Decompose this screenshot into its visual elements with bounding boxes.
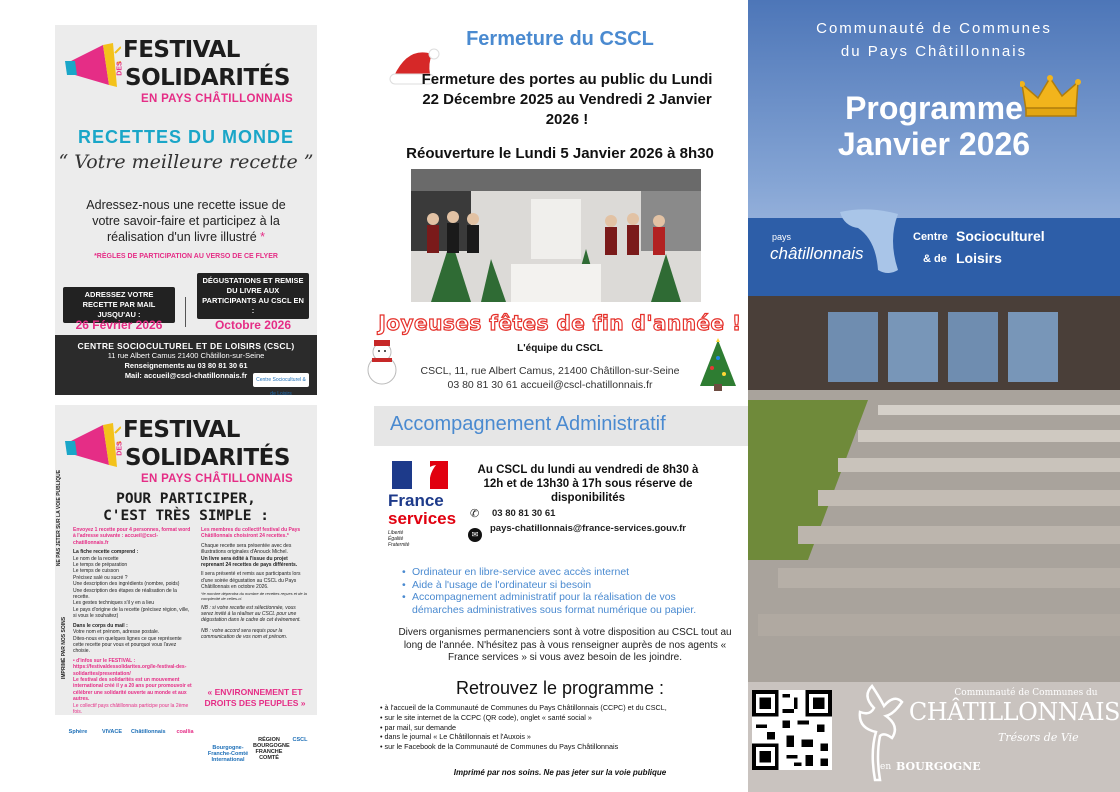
participer-title-line1: POUR PARTICIPER,	[116, 491, 256, 507]
right-p4: *le nombre dépendra du nombre de recettes reçues et de la complexité de celles-ci.	[201, 590, 307, 601]
list-item: • Ordinateur en libre-service avec accès internet	[402, 566, 722, 579]
cover-column	[748, 0, 1120, 792]
recettes-star: *	[260, 230, 266, 244]
partner-logos	[55, 715, 317, 770]
logo-en: en	[880, 762, 892, 772]
sign-loisirs: Loisirs	[956, 250, 1002, 266]
collectif-desc: Le collectif pays châtillonnais participe pour la 2ème fois.	[73, 702, 189, 715]
flyer-footer	[55, 335, 317, 395]
right-instructions	[201, 527, 307, 641]
recettes-body	[73, 197, 299, 245]
team-photo	[411, 169, 701, 302]
list-item: • par mail, sur demande	[380, 723, 740, 733]
logo-cc: Communauté de Communes du	[954, 688, 1098, 698]
right-nb2: NB : votre accord sera requis pour la communication de vos nom et prénom.	[201, 627, 288, 641]
cscl-contact[interactable]: 03 80 81 30 61 accueil@cscl-chatillonnais.fr	[447, 379, 653, 391]
participer-title-line2: C'EST TRÈS SIMPLE :	[103, 508, 269, 524]
recettes-body-text: Adressez-nous une recette issue de votre savoir-faire et participez à la réalisation d'un livre illustré	[86, 198, 286, 244]
fermeture-text: Fermeture des portes au public du Lundi 22 Décembre 2025 au Vendredi 2 Janvier 2026 !	[421, 71, 713, 128]
joyeuses-fetes: Joyeuses fêtes de fin d'année !	[378, 311, 742, 335]
janvier-title: Janvier 2026	[837, 126, 1031, 162]
solidarites-word: SOLIDARITÉS	[125, 445, 290, 471]
sign-centre: Centre	[913, 231, 948, 243]
info-column	[372, 0, 748, 792]
list-item: • Accompagnement administratif pour la réalisation de vos démarches administratives sous format numérique ou papier.	[402, 591, 722, 616]
imprime-note: Imprimé par nos soins. Ne pas jeter sur la voie publique	[453, 768, 667, 777]
tag-adressez: ADRESSEZ VOTRE RECETTE PAR MAIL JUSQU'AU :	[63, 287, 175, 323]
logo-bourgogne: BOURGOGNE	[896, 760, 981, 773]
crown-icon	[1020, 74, 1084, 122]
accomp-title: Accompagnement Administratif	[390, 413, 666, 435]
partner-logo: Sphère	[68, 729, 88, 735]
programme-title: Programme	[845, 90, 1023, 126]
fs-services: services	[388, 509, 457, 528]
logo-tresors: Trésors de Vie	[998, 731, 1079, 744]
right-p1: Chaque recette sera présentée avec des illustrations originales d'Anouck Michel.	[201, 542, 292, 556]
divider	[185, 297, 186, 327]
footer-phone: Renseignements au 03 80 81 30 61	[124, 361, 248, 370]
partner-logo: Bourgogne-Franche-Comté International	[207, 745, 249, 763]
theme-environnement: « ENVIRONNEMENT ET DROITS DES PEUPLES »	[204, 687, 306, 708]
cscl-address: CSCL, 11, rue Albert Camus, 21400 Châtillon-sur-Seine	[420, 365, 680, 377]
partner-logo: Châtillonnais	[131, 729, 166, 735]
equipe-cscl: L'équipe du CSCL	[517, 343, 603, 354]
christmas-tree-icon	[696, 338, 740, 392]
sign-pays: pays	[772, 232, 792, 242]
pays-word: EN PAYS CHÂTILLONNAIS	[141, 473, 293, 485]
footer-mail[interactable]: Mail: accueil@cscl-chatillonnais.fr	[124, 371, 248, 380]
side-text-bottom: IMPRIMÉ PAR NOS SOINS	[61, 616, 68, 680]
right-nb1: NB : si votre recette est sélectionnée, vous serez invité à la réaliser au CSCL pour une dégustation dans le cadre de cet événement.	[201, 604, 301, 624]
fiche-list: Le nom de la recette Le temps de préparation Le temps de cuisson Précisez salé ou sucré ? Une description des ingrédients (nombre, poids) Une description des étapes de réalisation de la recette. Les gestes techniques s'il y en a lieu Le pays d'origine de la recette (précisez région, ville, si vous le souhaitez)	[73, 555, 190, 620]
festival-logo-2	[63, 413, 309, 485]
fs-motto: Liberté Égalité Fraternité	[388, 530, 410, 548]
participer-title	[55, 491, 317, 525]
cscl-mini-logo: Centre Socioculturel & de Loisirs	[253, 373, 309, 387]
sign-chatillonnais: châtillonnais	[770, 244, 864, 263]
recettes-title: RECETTES DU MONDE	[77, 127, 294, 147]
service-list	[402, 566, 722, 616]
partner-logo: RÉGION BOURGOGNE FRANCHE COMTÉ	[253, 737, 290, 761]
flyers-column	[0, 0, 372, 792]
sign-et: & de	[923, 253, 947, 265]
partner-logo: coallia	[176, 729, 194, 735]
left-intro: Envoyez 1 recette pour 4 personnes, format word à l'adresse suivante : accueil@cscl-chatillonnais.fr	[73, 527, 191, 546]
flyer-participer	[55, 405, 317, 770]
list-item: • dans le journal « Le Châtillonnais et l'Auxois »	[380, 732, 740, 742]
left-instructions	[73, 527, 193, 715]
list-item: • Aide à l'usage de l'ordinateur si besoin	[402, 579, 722, 592]
fiche-title: La fiche recette comprend :	[73, 549, 139, 556]
footer-address: 11 rue Albert Camus 21400 Châtillon-sur-Seine	[107, 351, 265, 360]
pays-word: EN PAYS CHÂTILLONNAIS	[141, 93, 293, 105]
email-icon: ✉	[468, 528, 482, 542]
corps-title: Dans le corps du mail :	[73, 622, 128, 629]
recettes-subtitle: “ Votre meilleure recette ”	[58, 151, 314, 173]
des-word: DES	[116, 61, 124, 76]
qr-code[interactable]	[752, 690, 832, 770]
cc-line1: Communauté de Communes	[816, 20, 1052, 37]
side-text-top: NE PAS JETER SUR LA VOIE PUBLIQUE	[56, 469, 63, 567]
corps-list: Votre nom et prénom, adresse postale. Dites-nous en quelques lignes ce que représente cette recette pour vous et pourquoi vous l'avez choisie.	[73, 629, 182, 655]
partner-logo: CSCL	[292, 737, 308, 743]
phone-icon: ✆	[470, 508, 480, 520]
footer-name: CENTRE SOCIOCULTUREL ET DE LOISIRS (CSCL)	[77, 341, 295, 351]
megaphone-icon	[63, 421, 121, 473]
phone-number: 03 80 81 30 61	[492, 508, 556, 519]
partner-logo: VIVACE	[101, 729, 123, 735]
logo-chatillonnais: CHÂTILLONNAIS	[908, 698, 1120, 726]
megaphone-icon	[63, 41, 121, 93]
reouverture-text: Réouverture le Lundi 5 Janvier 2026 à 8h30	[406, 145, 714, 162]
flyer-recettes	[55, 25, 317, 395]
retrouvez-title: Retrouvez le programme :	[455, 678, 665, 698]
fs-france: France	[388, 491, 444, 510]
marianne-icon	[392, 461, 448, 489]
list-item: • à l'accueil de la Communauté de Communes du Pays Châtillonnais (CCPC) et du CSCL,	[380, 703, 740, 713]
right-p2: Un livre sera édité à l'issue du projet reprenant 24 recettes de pays différents.	[201, 555, 298, 569]
sign-socio: Socioculturel	[956, 228, 1045, 244]
date-fevrier: 26 Février 2026	[75, 318, 163, 332]
list-item: • sur le Facebook de la Communauté de Communes du Pays Châtillonnais	[380, 742, 740, 752]
recettes-note: *RÈGLES DE PARTICIPATION AU VERSO DE CE FLYER	[94, 253, 278, 260]
cc-name	[748, 17, 1120, 63]
retro-list	[380, 703, 740, 752]
infos-link[interactable]: • d'infos sur le FESTIVAL : https://festivaldessolidarites.org/le-festival-des-solidarites/presentation/	[73, 657, 187, 677]
des-word: DES	[116, 441, 124, 456]
festival-desc: Le festival des solidarités est un mouvement international créé il y a 20 ans pour promouvoir et célébrer une solidarité ouverte au monde et aux autres.	[73, 676, 192, 703]
list-item: • sur le site internet de la CCPC (QR code), onglet « santé social »	[380, 713, 740, 723]
tag-degustations: DÉGUSTATIONS ET REMISE DU LIVRE AUX PARTICIPANTS AU CSCL EN :	[197, 273, 309, 319]
festival-logo	[63, 33, 309, 105]
divers-text: Divers organismes permanenciers sont à votre disposition au CSCL tout au long de l'année. N'hésitez pas à vous renseigner auprès de nos agents « France services » si vous avez besoin de les joindre.	[398, 627, 732, 663]
date-octobre: Octobre 2026	[214, 318, 292, 332]
right-intro: Les membres du collectif festival du Pays Châtillonnais choisiront 24 recettes.*	[201, 527, 301, 540]
horaires: Au CSCL du lundi au vendredi de 8h30 à 12h et de 13h30 à 17h sous réserve de disponibilités	[477, 464, 699, 504]
email-address[interactable]: pays-chatillonnais@france-services.gouv.fr	[490, 523, 686, 534]
cc-line2: du Pays Châtillonnais	[840, 43, 1028, 60]
solidarites-word: SOLIDARITÉS	[125, 65, 290, 91]
festival-word: FESTIVAL	[123, 417, 240, 443]
right-p3: Il sera présenté et remis aux participants lors d'une soirée dégustation au CSCL du Pays Châtillonnais en octobre 2026.	[201, 571, 301, 591]
fermeture-title: Fermeture du CSCL	[466, 28, 654, 50]
festival-word: FESTIVAL	[123, 37, 240, 63]
france-services-logo	[388, 461, 468, 553]
